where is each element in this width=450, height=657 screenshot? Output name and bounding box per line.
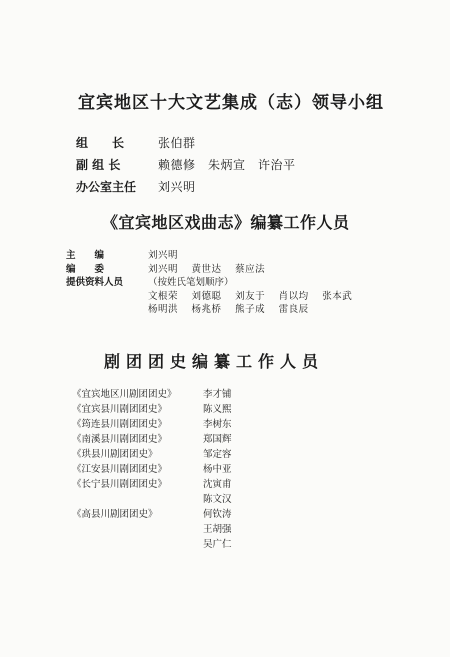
role-names <box>148 247 188 261</box>
person-name: 张本武 <box>322 290 353 302</box>
role-label: 办公室主任 <box>76 180 137 194</box>
contributor-names <box>148 288 362 302</box>
person-name: 刘兴明 <box>148 250 179 261</box>
troupe-editor: 邹定容 <box>203 449 232 460</box>
role-names: 赖德修 朱炳宣 许治平 <box>158 158 296 172</box>
troupe-editor: 沈寅甫 <box>203 479 232 490</box>
troupe-editor: 杨中亚 <box>203 464 232 475</box>
order-note: （按姓氏笔划顺序） <box>148 277 234 288</box>
person-name: 熊子成 <box>235 304 266 315</box>
person-name: 刘友于 <box>235 290 266 302</box>
role-label: 编 委 <box>66 263 105 275</box>
role-label: 组 长 <box>76 136 125 150</box>
role-names <box>148 261 275 275</box>
troupe-editor: 李才铺 <box>203 389 232 400</box>
troupe-book-title: 《长宁县川剧团团史》 <box>72 479 168 490</box>
troupe-book-title: 《筠连县川剧团团史》 <box>72 419 168 430</box>
troupe-editor: 王胡强 <box>203 524 232 535</box>
role-label: 提供资料人员 <box>66 277 124 288</box>
troupe-book-title: 《高县川剧团团史》 <box>72 509 158 520</box>
troupe-editor: 郑国辉 <box>203 434 232 445</box>
troupe-book-title: 《珙县川剧团团史》 <box>72 449 158 460</box>
person-name: 肖以均 <box>278 290 309 302</box>
person-name: 杨明洪 <box>148 304 179 315</box>
troupe-book-title: 《江安县川剧团团史》 <box>72 464 168 475</box>
leaders-title: 宜宾地区十大文艺集成（志）领导小组 <box>78 93 384 113</box>
troupe-editor: 陈义熙 <box>203 404 232 415</box>
contributor-names <box>148 301 319 315</box>
person-name: 蔡应法 <box>235 263 266 275</box>
person-name: 刘德聪 <box>191 290 222 302</box>
troupe-book-title: 《宜宾县川剧团团史》 <box>72 404 168 415</box>
troupe-editor: 陈文汉 <box>203 494 232 505</box>
person-name: 黄世达 <box>191 263 222 275</box>
person-name: 杨兆桥 <box>191 304 222 315</box>
role-names: 刘兴明 <box>158 180 196 194</box>
troupe-book-title: 《宜宾地区川剧团团史》 <box>72 389 177 400</box>
person-name: 文根荣 <box>148 290 179 302</box>
troupe-editor: 李树东 <box>203 419 232 430</box>
troupe-editor: 何钦涛 <box>203 509 232 520</box>
person-name: 雷良辰 <box>278 304 309 315</box>
person-name: 刘兴明 <box>148 263 179 275</box>
troupe-history-title: 剧团团史编纂工作人员 <box>104 352 325 371</box>
opera-title: 《宜宾地区戏曲志》编纂工作人员 <box>102 213 350 232</box>
troupe-book-title: 《南溪县川剧团团史》 <box>72 434 168 445</box>
role-label: 副 组 长 <box>76 158 121 172</box>
role-names: 张伯群 <box>158 136 196 150</box>
troupe-editor: 吴广仁 <box>203 539 232 550</box>
role-label: 主 编 <box>66 250 105 261</box>
